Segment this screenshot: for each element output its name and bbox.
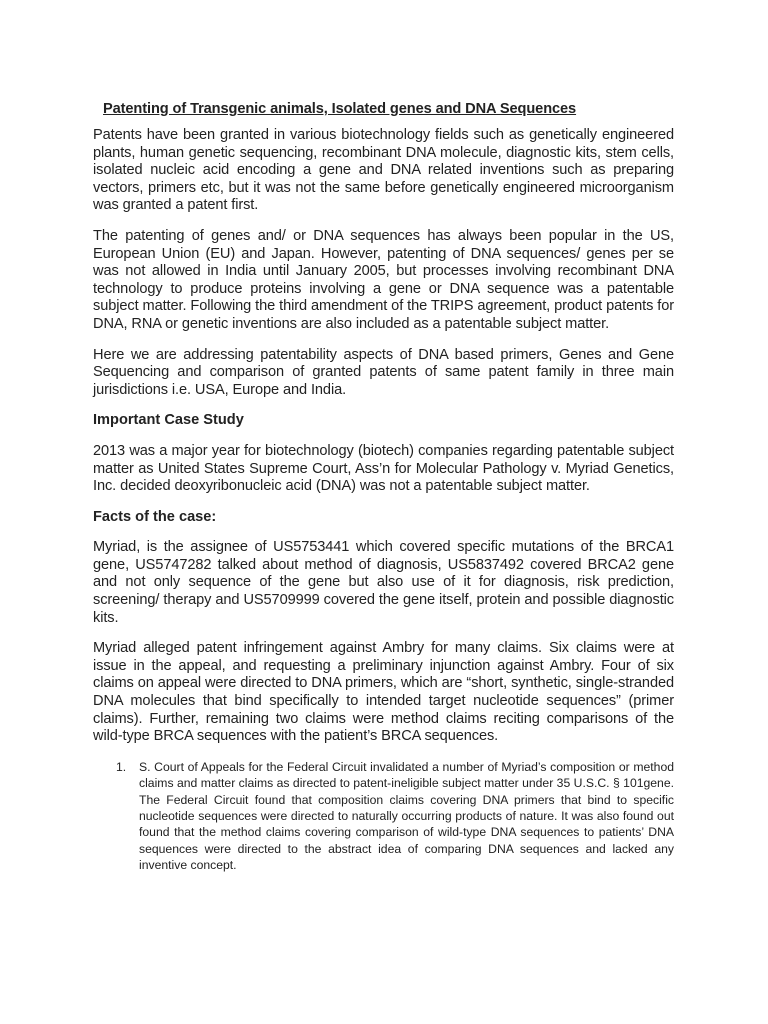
list-item-number: 1. xyxy=(116,759,127,774)
list-item xyxy=(93,759,674,874)
list-item-text: S. Court of Appeals for the Federal Circuit invalidated a number of Myriad’s composition or method claims and matter claims as directed to patent-ineligible subject matter under 35 U.S.C. § 101gene. The Federal Circuit found that composition claims covering DNA primers that bind to specific nucleotide sequences were directed to naturally occurring products of nature. It was also found out found that the method claims covering comparison of wild-type DNA sequences to patients’ DNA sequences were directed to the abstract idea of comparing DNA sequences and lacked any inventive concept. xyxy=(139,759,674,873)
paragraph-scope: Here we are addressing patentability aspects of DNA based primers, Genes and Gene Sequencing and comparison of granted patents of same patent family in three main jurisdictions i.e. USA, Europe and India. xyxy=(93,346,674,398)
facts-heading: Facts of the case: xyxy=(93,508,217,525)
paragraph-intro: Patents have been granted in various biotechnology fields such as genetically engineered plants, human genetic sequencing, recombinant DNA molecule, diagnostic kits, stem cells, isolated nucleic acid encoding a gene and DNA related inventions such as preparing vectors, primers etc, but it was not the same before genetically engineered microorganism was granted a patent first. xyxy=(93,127,674,214)
case-study-heading: Important Case Study xyxy=(93,412,244,429)
paragraph-case-study: 2013 was a major year for biotechnology (biotech) companies regarding patentable subject matter as United States Supreme Court, Ass’n for Molecular Pathology v. Myriad Genetics, Inc. decided deoxyribonucleic acid (DNA) was not a patentable subject matter. xyxy=(93,442,674,495)
paragraph-facts-infringement: Myriad alleged patent infringement against Ambry for many claims. Six claims were at issue in the appeal, and requesting a preliminary injunction against Ambry. Four of six claims on appeal were directed to DNA primers, which are “short, synthetic, single-stranded DNA molecules that bind specifically to intended target nucleotide sequences” (primer claims). Further, remaining two claims were method claims reciting comparisons of the wild-type BRCA sequences with the patient’s BRCA sequences. xyxy=(93,640,674,745)
paragraph-facts-patents: Myriad, is the assignee of US5753441 which covered specific mutations of the BRCA1 gene, US5747282 talked about method of diagnosis, US5837492 covered BRCA2 gene and not only sequence of the gene but also use of it for diagnosis, risk prediction, screening/ therapy and US5709999 covered the gene itself, protein and possible diagnostic kits. xyxy=(93,539,674,626)
document-body xyxy=(93,100,674,874)
numbered-list xyxy=(93,759,674,874)
document-title: Patenting of Transgenic animals, Isolated genes and DNA Sequences xyxy=(103,101,577,117)
paragraph-gene-patenting: The patenting of genes and/ or DNA sequences has always been popular in the US, European Union (EU) and Japan. However, patenting of DNA sequences/ genes per se was not allowed in India until January 2005, but processes involving recombinant DNA technology to produce proteins involving a gene or DNA sequence was a patentable subject matter. Following the third amendment of the TRIPS agreement, product patents for DNA, RNA or genetic inventions are also included as a patentable subject matter. xyxy=(93,227,674,332)
